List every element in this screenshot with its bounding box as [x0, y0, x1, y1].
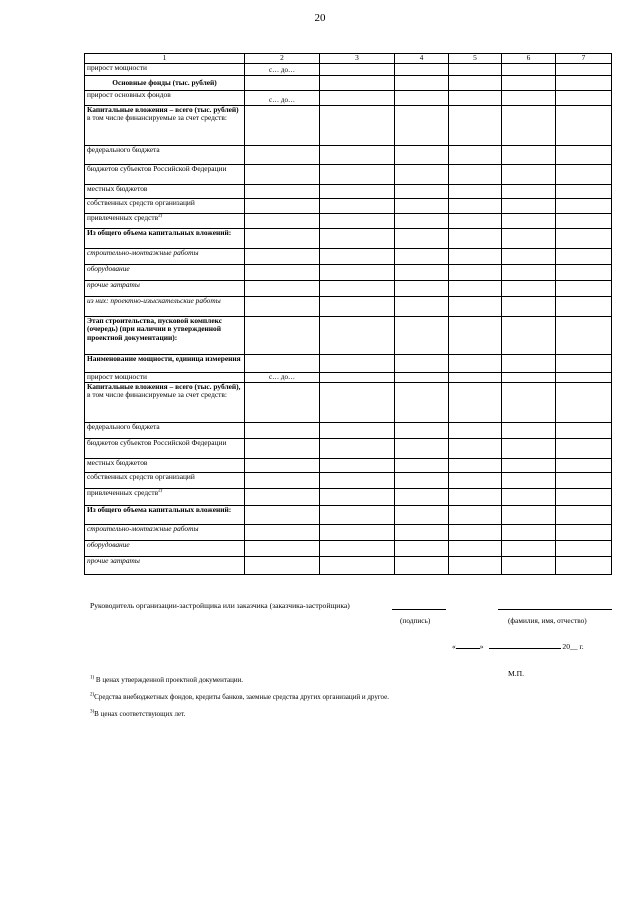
value-cell-col-5[interactable] — [449, 489, 502, 506]
value-cell-col-5[interactable] — [449, 383, 502, 423]
row-label — [85, 106, 245, 146]
value-cell-col-2[interactable] — [245, 281, 320, 297]
row-label-text: строительно-монтажные работы — [87, 524, 199, 533]
value-cell-col-3[interactable] — [320, 229, 395, 249]
row-label — [85, 76, 245, 91]
table-row — [85, 165, 612, 185]
value-cell-col-7[interactable] — [556, 199, 612, 214]
value-cell-col-3[interactable] — [320, 199, 395, 214]
value-cell-col-7[interactable] — [556, 423, 612, 439]
page-number: 20 — [314, 12, 326, 24]
value-cell-col-4[interactable] — [395, 373, 449, 383]
value-cell-col-5[interactable] — [449, 373, 502, 383]
value-cell-col-5[interactable] — [449, 525, 502, 541]
row-label — [85, 459, 245, 473]
value-cell-col-3[interactable] — [320, 541, 395, 557]
value-cell-col-5[interactable] — [449, 76, 502, 91]
table-row — [85, 229, 612, 249]
value-cell-col-6[interactable] — [502, 557, 556, 575]
value-cell-col-6[interactable] — [502, 541, 556, 557]
row-label — [85, 383, 245, 423]
table-row — [85, 459, 612, 473]
value-cell-col-7[interactable] — [556, 76, 612, 91]
date-open-quote: « — [452, 642, 456, 651]
value-cell-col-5[interactable] — [449, 165, 502, 185]
column-header-1: 1 — [85, 54, 245, 64]
column-header-2: 2 — [245, 54, 320, 64]
value-cell-col-6[interactable] — [502, 214, 556, 229]
value-cell-col-5[interactable] — [449, 459, 502, 473]
value-cell-col-2[interactable] — [245, 355, 320, 373]
row-label-text: Из общего объема капитальных вложений: — [87, 228, 232, 237]
value-cell-col-7[interactable] — [556, 91, 612, 106]
value-cell-col-5[interactable] — [449, 106, 502, 146]
row-label-text: прочие затраты — [87, 556, 140, 565]
table-row — [85, 76, 612, 91]
table-row — [85, 249, 612, 265]
table-row — [85, 373, 612, 383]
table-body — [85, 64, 612, 575]
row-label — [85, 64, 245, 76]
value-cell-col-7[interactable] — [556, 185, 612, 199]
row-label — [85, 317, 245, 355]
date-year: 20__ г. — [562, 642, 584, 651]
value-cell-col-7[interactable] — [556, 165, 612, 185]
value-cell-col-4[interactable] — [395, 106, 449, 146]
table-row — [85, 525, 612, 541]
value-cell-col-3[interactable] — [320, 64, 395, 76]
column-header-6: 6 — [502, 54, 556, 64]
value-cell-col-4[interactable] — [395, 265, 449, 281]
value-cell-col-7[interactable] — [556, 506, 612, 525]
footnote-ref: 2) — [158, 488, 163, 494]
row-label-text: прочие затраты — [87, 280, 140, 289]
table-row — [85, 146, 612, 165]
table-row — [85, 557, 612, 575]
row-label-text: Капитальные вложения – всего (тыс. рублей), — [87, 382, 241, 391]
table-row — [85, 214, 612, 229]
value-cell-col-6[interactable] — [502, 297, 556, 317]
value-cell-col-5[interactable] — [449, 64, 502, 76]
value-cell-col-3[interactable] — [320, 473, 395, 489]
value-cell-col-6[interactable] — [502, 165, 556, 185]
table-row — [85, 489, 612, 506]
value-cell-col-7[interactable] — [556, 281, 612, 297]
table-row — [85, 185, 612, 199]
value-cell-col-4[interactable] — [395, 249, 449, 265]
value-cell-col-7[interactable] — [556, 297, 612, 317]
value-cell-col-4[interactable] — [395, 383, 449, 423]
value-cell-col-5[interactable] — [449, 185, 502, 199]
value-cell-col-4[interactable] — [395, 423, 449, 439]
row-label-text: федерального бюджета — [87, 145, 160, 154]
footnotes — [90, 676, 610, 727]
value-cell-col-5[interactable] — [449, 506, 502, 525]
value-cell-col-3[interactable] — [320, 317, 395, 355]
row-label-text: собственных средств организаций — [87, 472, 195, 481]
value-cell-col-7[interactable] — [556, 214, 612, 229]
column-header-7: 7 — [556, 54, 612, 64]
value-cell-col-6[interactable] — [502, 76, 556, 91]
value-cell-col-4[interactable] — [395, 64, 449, 76]
value-cell-col-3[interactable] — [320, 146, 395, 165]
row-label — [85, 506, 245, 525]
table-row — [85, 355, 612, 373]
table-row — [85, 106, 612, 146]
row-label — [85, 525, 245, 541]
value-cell-col-5[interactable] — [449, 355, 502, 373]
row-label-text: прирост мощности — [87, 372, 147, 381]
value-cell-col-4[interactable] — [395, 317, 449, 355]
value-cell-col-7[interactable] — [556, 439, 612, 459]
investment-form-table — [84, 53, 612, 575]
row-label — [85, 355, 245, 373]
footnote-2: $^{2)}$Средства внебюджетных фондов, кредиты банков, заемные средства других организаций и другое. — [90, 692, 389, 701]
table-row — [85, 317, 612, 355]
value-cell-col-4[interactable] — [395, 281, 449, 297]
row-label — [85, 297, 245, 317]
value-cell-col-7[interactable] — [556, 459, 612, 473]
value-cell-col-7[interactable] — [556, 373, 612, 383]
value-cell-col-6[interactable] — [502, 473, 556, 489]
date-line[interactable] — [452, 642, 584, 651]
value-cell-col-4[interactable] — [395, 91, 449, 106]
table-row — [85, 199, 612, 214]
value-cell-col-5[interactable] — [449, 557, 502, 575]
value-cell-col-3[interactable] — [320, 506, 395, 525]
footnote-3: $^{3)}$В ценах соответствующих лет. — [90, 709, 186, 718]
value-cell-col-2[interactable]: с… до… — [245, 64, 320, 76]
value-cell-col-2[interactable] — [245, 265, 320, 281]
value-cell-col-7[interactable] — [556, 249, 612, 265]
value-cell-col-7[interactable] — [556, 525, 612, 541]
row-label-text: Наименование мощности, единица измерения — [87, 354, 241, 363]
value-cell-col-6[interactable] — [502, 459, 556, 473]
value-cell-col-6[interactable] — [502, 64, 556, 76]
row-label — [85, 489, 245, 506]
value-cell-col-6[interactable] — [502, 423, 556, 439]
value-cell-col-4[interactable] — [395, 165, 449, 185]
row-label-text: из них: проектно-изыскательские работы — [87, 296, 221, 305]
value-cell-col-6[interactable] — [502, 383, 556, 423]
value-cell-col-3[interactable] — [320, 525, 395, 541]
value-cell-col-5[interactable] — [449, 473, 502, 489]
table-header-row — [85, 54, 612, 64]
row-label — [85, 165, 245, 185]
value-cell-col-5[interactable] — [449, 439, 502, 459]
column-header-5: 5 — [449, 54, 502, 64]
value-cell-col-6[interactable] — [502, 91, 556, 106]
signature-title: Руководитель организации-застройщика или заказчика (заказчика-застройщика) — [90, 601, 350, 610]
column-header-4: 4 — [395, 54, 449, 64]
value-cell-col-6[interactable] — [502, 355, 556, 373]
value-cell-col-5[interactable] — [449, 265, 502, 281]
row-label-text: привлеченных средств — [87, 488, 159, 497]
row-label — [85, 541, 245, 557]
row-label-text: оборудование — [87, 264, 130, 273]
value-cell-col-4[interactable] — [395, 473, 449, 489]
value-cell-col-2[interactable] — [245, 317, 320, 355]
value-cell-col-5[interactable] — [449, 317, 502, 355]
value-cell-col-5[interactable] — [449, 297, 502, 317]
value-cell-col-4[interactable] — [395, 439, 449, 459]
value-cell-col-2[interactable] — [245, 214, 320, 229]
value-cell-col-2[interactable] — [245, 146, 320, 165]
value-cell-col-5[interactable] — [449, 281, 502, 297]
value-cell-col-3[interactable] — [320, 383, 395, 423]
value-cell-col-5[interactable] — [449, 229, 502, 249]
value-cell-col-6[interactable] — [502, 373, 556, 383]
value-cell-col-3[interactable] — [320, 297, 395, 317]
value-cell-col-7[interactable] — [556, 229, 612, 249]
value-cell-col-3[interactable] — [320, 106, 395, 146]
value-cell-col-7[interactable] — [556, 317, 612, 355]
value-cell-col-6[interactable] — [502, 525, 556, 541]
row-label — [85, 423, 245, 439]
row-label-text: Основные фонды (тыс. рублей) — [112, 77, 217, 87]
date-close-quote: » — [479, 642, 484, 651]
value-cell-col-6[interactable] — [502, 265, 556, 281]
row-label — [85, 146, 245, 165]
value-cell-col-3[interactable] — [320, 373, 395, 383]
row-label — [85, 185, 245, 199]
row-label-text: федерального бюджета — [87, 422, 160, 431]
row-label-text: Капитальные вложения – всего (тыс. рублей) — [87, 105, 239, 114]
value-cell-col-6[interactable] — [502, 506, 556, 525]
value-cell-col-6[interactable] — [502, 489, 556, 506]
name-line[interactable] — [498, 601, 612, 610]
value-cell-col-2[interactable] — [245, 76, 320, 91]
value-cell-col-5[interactable] — [449, 146, 502, 165]
row-sublabel: в том числе финансируемые за счет средств: — [87, 113, 227, 123]
footnote-1: $^{1)}$ В ценах утвержденной проектной документации. — [90, 675, 244, 684]
value-cell-col-4[interactable] — [395, 489, 449, 506]
table-row — [85, 91, 612, 106]
row-label-text: строительно-монтажные работы — [87, 248, 199, 257]
value-cell-col-2[interactable] — [245, 249, 320, 265]
value-cell-col-2[interactable] — [245, 199, 320, 214]
row-label — [85, 214, 245, 229]
value-cell-col-3[interactable] — [320, 459, 395, 473]
value-cell-col-4[interactable] — [395, 76, 449, 91]
row-label-text: оборудование — [87, 540, 130, 549]
row-label-text: бюджетов субъектов Российской Федерации — [87, 438, 227, 447]
value-cell-col-2[interactable] — [245, 506, 320, 525]
value-cell-col-2[interactable]: с… до… — [245, 91, 320, 106]
row-label — [85, 265, 245, 281]
value-cell-col-2[interactable]: с… до… — [245, 373, 320, 383]
value-cell-col-3[interactable] — [320, 249, 395, 265]
value-cell-col-4[interactable] — [395, 355, 449, 373]
row-label — [85, 199, 245, 214]
value-cell-col-3[interactable] — [320, 489, 395, 506]
value-cell-col-6[interactable] — [502, 281, 556, 297]
row-label — [85, 373, 245, 383]
value-cell-col-2[interactable] — [245, 185, 320, 199]
row-label — [85, 229, 245, 249]
value-cell-col-2[interactable] — [245, 541, 320, 557]
value-cell-col-2[interactable] — [245, 297, 320, 317]
value-cell-col-5[interactable] — [449, 423, 502, 439]
row-label-text: Этап строительства, пусковой комплекс (очередь) (при наличии в утвержденной проектной документации): — [87, 316, 222, 342]
value-cell-col-2[interactable] — [245, 473, 320, 489]
value-cell-col-4[interactable] — [395, 297, 449, 317]
value-cell-col-4[interactable] — [395, 214, 449, 229]
value-cell-col-2[interactable] — [245, 557, 320, 575]
value-cell-col-5[interactable] — [449, 91, 502, 106]
value-cell-col-7[interactable] — [556, 383, 612, 423]
row-label-text: местных бюджетов — [87, 184, 148, 193]
value-cell-col-2[interactable] — [245, 439, 320, 459]
value-cell-col-3[interactable] — [320, 439, 395, 459]
value-cell-col-7[interactable] — [556, 64, 612, 76]
row-label-text: Из общего объема капитальных вложений: — [87, 505, 232, 514]
value-cell-col-2[interactable] — [245, 525, 320, 541]
row-label-text: местных бюджетов — [87, 458, 148, 467]
row-sublabel: в том числе финансируемые за счет средств: — [87, 390, 227, 400]
value-cell-col-4[interactable] — [395, 541, 449, 557]
value-cell-col-2[interactable] — [245, 423, 320, 439]
table-row — [85, 297, 612, 317]
row-label-text: привлеченных средств — [87, 213, 159, 222]
table-row — [85, 383, 612, 423]
value-cell-col-4[interactable] — [395, 229, 449, 249]
value-cell-col-6[interactable] — [502, 106, 556, 146]
row-label — [85, 249, 245, 265]
value-cell-col-3[interactable] — [320, 265, 395, 281]
value-cell-col-6[interactable] — [502, 229, 556, 249]
table-row — [85, 473, 612, 489]
value-cell-col-2[interactable] — [245, 106, 320, 146]
row-label — [85, 91, 245, 106]
value-cell-col-7[interactable] — [556, 146, 612, 165]
value-cell-col-5[interactable] — [449, 249, 502, 265]
value-cell-col-3[interactable] — [320, 557, 395, 575]
value-cell-col-6[interactable] — [502, 249, 556, 265]
value-cell-col-6[interactable] — [502, 199, 556, 214]
value-cell-col-7[interactable] — [556, 106, 612, 146]
row-label — [85, 473, 245, 489]
table-row — [85, 423, 612, 439]
table-row — [85, 265, 612, 281]
row-label-text: собственных средств организаций — [87, 198, 195, 207]
value-cell-col-7[interactable] — [556, 355, 612, 373]
value-cell-col-3[interactable] — [320, 91, 395, 106]
signature-line[interactable] — [392, 601, 446, 610]
row-label-text: прирост основных фондов — [87, 90, 171, 99]
row-label — [85, 281, 245, 297]
table-row — [85, 281, 612, 297]
table-row — [85, 541, 612, 557]
value-cell-col-3[interactable] — [320, 76, 395, 91]
value-cell-col-5[interactable] — [449, 541, 502, 557]
value-cell-col-2[interactable] — [245, 165, 320, 185]
value-cell-col-7[interactable] — [556, 541, 612, 557]
value-cell-col-6[interactable] — [502, 185, 556, 199]
value-cell-col-4[interactable] — [395, 185, 449, 199]
table-row — [85, 64, 612, 76]
value-cell-col-2[interactable] — [245, 383, 320, 423]
row-label-text: бюджетов субъектов Российской Федерации — [87, 164, 227, 173]
name-label: (фамилия, имя, отчество) — [508, 616, 587, 625]
value-cell-col-7[interactable] — [556, 557, 612, 575]
value-cell-col-3[interactable] — [320, 165, 395, 185]
table-row — [85, 439, 612, 459]
footnote-ref: 2) — [158, 213, 163, 219]
value-cell-col-4[interactable] — [395, 459, 449, 473]
value-cell-col-2[interactable] — [245, 459, 320, 473]
value-cell-col-4[interactable] — [395, 199, 449, 214]
value-cell-col-7[interactable] — [556, 473, 612, 489]
value-cell-col-2[interactable] — [245, 489, 320, 506]
table-row — [85, 506, 612, 525]
value-cell-col-6[interactable] — [502, 317, 556, 355]
value-cell-col-4[interactable] — [395, 146, 449, 165]
value-cell-col-3[interactable] — [320, 185, 395, 199]
value-cell-col-5[interactable] — [449, 214, 502, 229]
value-cell-col-4[interactable] — [395, 557, 449, 575]
value-cell-col-7[interactable] — [556, 265, 612, 281]
value-cell-col-4[interactable] — [395, 506, 449, 525]
row-label-text: прирост мощности — [87, 63, 147, 72]
row-label — [85, 557, 245, 575]
value-cell-col-6[interactable] — [502, 439, 556, 459]
column-header-3: 3 — [320, 54, 395, 64]
value-cell-col-3[interactable] — [320, 355, 395, 373]
row-label — [85, 439, 245, 459]
value-cell-col-3[interactable] — [320, 423, 395, 439]
value-cell-col-4[interactable] — [395, 525, 449, 541]
value-cell-col-3[interactable] — [320, 281, 395, 297]
stamp-mark: М.П. — [508, 669, 525, 678]
value-cell-col-6[interactable] — [502, 146, 556, 165]
value-cell-col-5[interactable] — [449, 199, 502, 214]
value-cell-col-7[interactable] — [556, 489, 612, 506]
signature-label: (подпись) — [400, 616, 431, 625]
value-cell-col-2[interactable] — [245, 229, 320, 249]
value-cell-col-3[interactable] — [320, 214, 395, 229]
